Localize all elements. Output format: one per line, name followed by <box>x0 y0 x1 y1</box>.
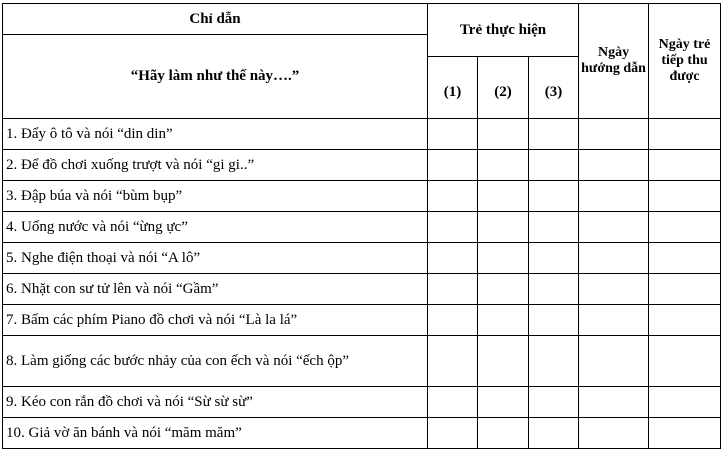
acquire-day-cell[interactable] <box>649 181 721 212</box>
guide-day-cell[interactable] <box>579 212 649 243</box>
instruction-cell: 7. Bấm các phím Piano đồ chơi và nói “Là la lá” <box>3 305 428 336</box>
table-row <box>3 418 721 449</box>
attempt-2-cell[interactable] <box>478 305 529 336</box>
attempt-1-cell[interactable] <box>428 418 478 449</box>
attempt-2-cell[interactable] <box>478 274 529 305</box>
acquire-day-cell[interactable] <box>649 274 721 305</box>
table-row <box>3 212 721 243</box>
attempt-1-cell[interactable] <box>428 387 478 418</box>
table-row <box>3 387 721 418</box>
instruction-cell: 10. Giả vờ ăn bánh và nói “măm măm” <box>3 418 428 449</box>
instruction-cell: 6. Nhặt con sư tử lên và nói “Gầm” <box>3 274 428 305</box>
table-row <box>3 336 721 387</box>
attempt-2-header: (2) <box>478 57 529 119</box>
instruction-cell: 5. Nghe điện thoại và nói “A lô” <box>3 243 428 274</box>
attempt-2-cell[interactable] <box>478 150 529 181</box>
guide-day-cell[interactable] <box>579 305 649 336</box>
instruction-title: Chỉ dẫn <box>3 4 428 35</box>
instruction-cell: 9. Kéo con rắn đồ chơi và nói “Sừ sừ sừ” <box>3 387 428 418</box>
attempt-2-cell[interactable] <box>478 119 529 150</box>
attempt-3-cell[interactable] <box>529 418 579 449</box>
acquire-day-cell[interactable] <box>649 387 721 418</box>
guide-day-cell[interactable] <box>579 150 649 181</box>
instruction-cell: 4. Uống nước và nói “ừng ực” <box>3 212 428 243</box>
guidance-table <box>2 3 721 449</box>
acquire-day-header: Ngày trẻ tiếp thu được <box>649 4 721 119</box>
guide-day-cell[interactable] <box>579 274 649 305</box>
attempt-1-cell[interactable] <box>428 243 478 274</box>
instruction-cell: 3. Đập búa và nói “bùm bụp” <box>3 181 428 212</box>
attempt-2-cell[interactable] <box>478 181 529 212</box>
table-row <box>3 305 721 336</box>
attempt-3-cell[interactable] <box>529 181 579 212</box>
attempt-3-cell[interactable] <box>529 119 579 150</box>
attempt-1-cell[interactable] <box>428 212 478 243</box>
guide-day-cell[interactable] <box>579 181 649 212</box>
guide-day-cell[interactable] <box>579 119 649 150</box>
acquire-day-cell[interactable] <box>649 418 721 449</box>
attempt-3-cell[interactable] <box>529 243 579 274</box>
attempt-3-cell[interactable] <box>529 387 579 418</box>
attempt-1-header: (1) <box>428 57 478 119</box>
attempt-1-cell[interactable] <box>428 150 478 181</box>
attempt-1-cell[interactable] <box>428 119 478 150</box>
attempt-1-cell[interactable] <box>428 305 478 336</box>
guide-day-header: Ngày hướng dẫn <box>579 4 649 119</box>
table-row <box>3 119 721 150</box>
acquire-day-cell[interactable] <box>649 119 721 150</box>
guide-day-cell[interactable] <box>579 418 649 449</box>
instruction-cell: 1. Đẩy ô tô và nói “din din” <box>3 119 428 150</box>
attempt-2-cell[interactable] <box>478 243 529 274</box>
acquire-day-cell[interactable] <box>649 212 721 243</box>
attempt-2-cell[interactable] <box>478 387 529 418</box>
guide-day-cell[interactable] <box>579 243 649 274</box>
acquire-day-cell[interactable] <box>649 243 721 274</box>
guide-day-cell[interactable] <box>579 336 649 387</box>
acquire-day-cell[interactable] <box>649 150 721 181</box>
guide-day-cell[interactable] <box>579 387 649 418</box>
attempt-2-cell[interactable] <box>478 418 529 449</box>
attempt-3-cell[interactable] <box>529 274 579 305</box>
attempt-2-cell[interactable] <box>478 212 529 243</box>
attempt-2-cell[interactable] <box>478 336 529 387</box>
table-row <box>3 243 721 274</box>
table-row <box>3 181 721 212</box>
attempt-3-cell[interactable] <box>529 150 579 181</box>
attempt-3-cell[interactable] <box>529 305 579 336</box>
instruction-subtitle: “Hãy làm như thế này….” <box>3 35 428 119</box>
attempt-3-cell[interactable] <box>529 212 579 243</box>
attempt-3-cell[interactable] <box>529 336 579 387</box>
attempt-1-cell[interactable] <box>428 336 478 387</box>
instruction-cell: 8. Làm giống các bước nhảy của con ếch và nói “ếch ộp” <box>3 336 428 387</box>
attempt-1-cell[interactable] <box>428 274 478 305</box>
attempt-1-cell[interactable] <box>428 181 478 212</box>
table-row <box>3 274 721 305</box>
attempt-3-header: (3) <box>529 57 579 119</box>
acquire-day-cell[interactable] <box>649 305 721 336</box>
table-row <box>3 150 721 181</box>
child-performs-header: Trẻ thực hiện <box>428 4 579 57</box>
instruction-cell: 2. Để đồ chơi xuống trượt và nói “gi gi..” <box>3 150 428 181</box>
acquire-day-cell[interactable] <box>649 336 721 387</box>
